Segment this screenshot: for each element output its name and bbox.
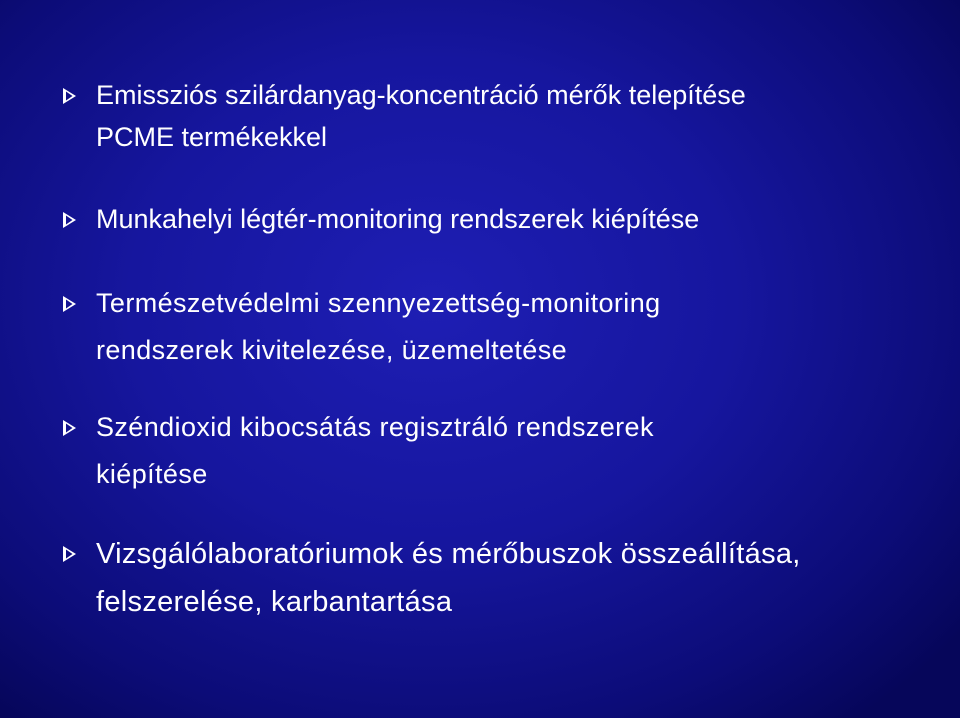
bullet-line: Természetvédelmi szennyezettség-monitoring bbox=[96, 288, 661, 318]
arrow-right-icon bbox=[60, 198, 96, 230]
arrow-right-icon bbox=[60, 530, 96, 564]
bullet-line: Széndioxid kibocsátás regisztráló rendszerek bbox=[96, 412, 654, 442]
bullet-item bbox=[60, 404, 940, 498]
bullet-item bbox=[60, 280, 940, 374]
bullet-line: felszerelése, karbantartása bbox=[96, 586, 453, 618]
bullet-line: PCME termékekkel bbox=[96, 122, 328, 152]
arrow-right-icon bbox=[60, 280, 96, 314]
arrow-right-icon bbox=[60, 74, 96, 106]
bullet-text bbox=[96, 530, 940, 626]
bullet-line: Emissziós szilárdanyag-koncentráció mérők telepítése bbox=[96, 80, 746, 110]
bullet-text bbox=[96, 404, 940, 498]
bullet-line: kiépítése bbox=[96, 459, 208, 489]
bullet-item bbox=[60, 530, 940, 626]
bullet-text bbox=[96, 198, 940, 240]
bullet-line: rendszerek kivitelezése, üzemeltetése bbox=[96, 335, 568, 365]
arrow-right-icon bbox=[60, 404, 96, 438]
bullet-item bbox=[60, 74, 940, 158]
bullet-item bbox=[60, 198, 940, 240]
bullet-line: Vizsgálólaboratóriumok és mérőbuszok összeállítása, bbox=[96, 538, 801, 570]
bullet-line: Munkahelyi légtér-monitoring rendszerek kiépítése bbox=[96, 204, 700, 234]
bullet-text bbox=[96, 74, 940, 158]
bullet-text bbox=[96, 280, 940, 374]
